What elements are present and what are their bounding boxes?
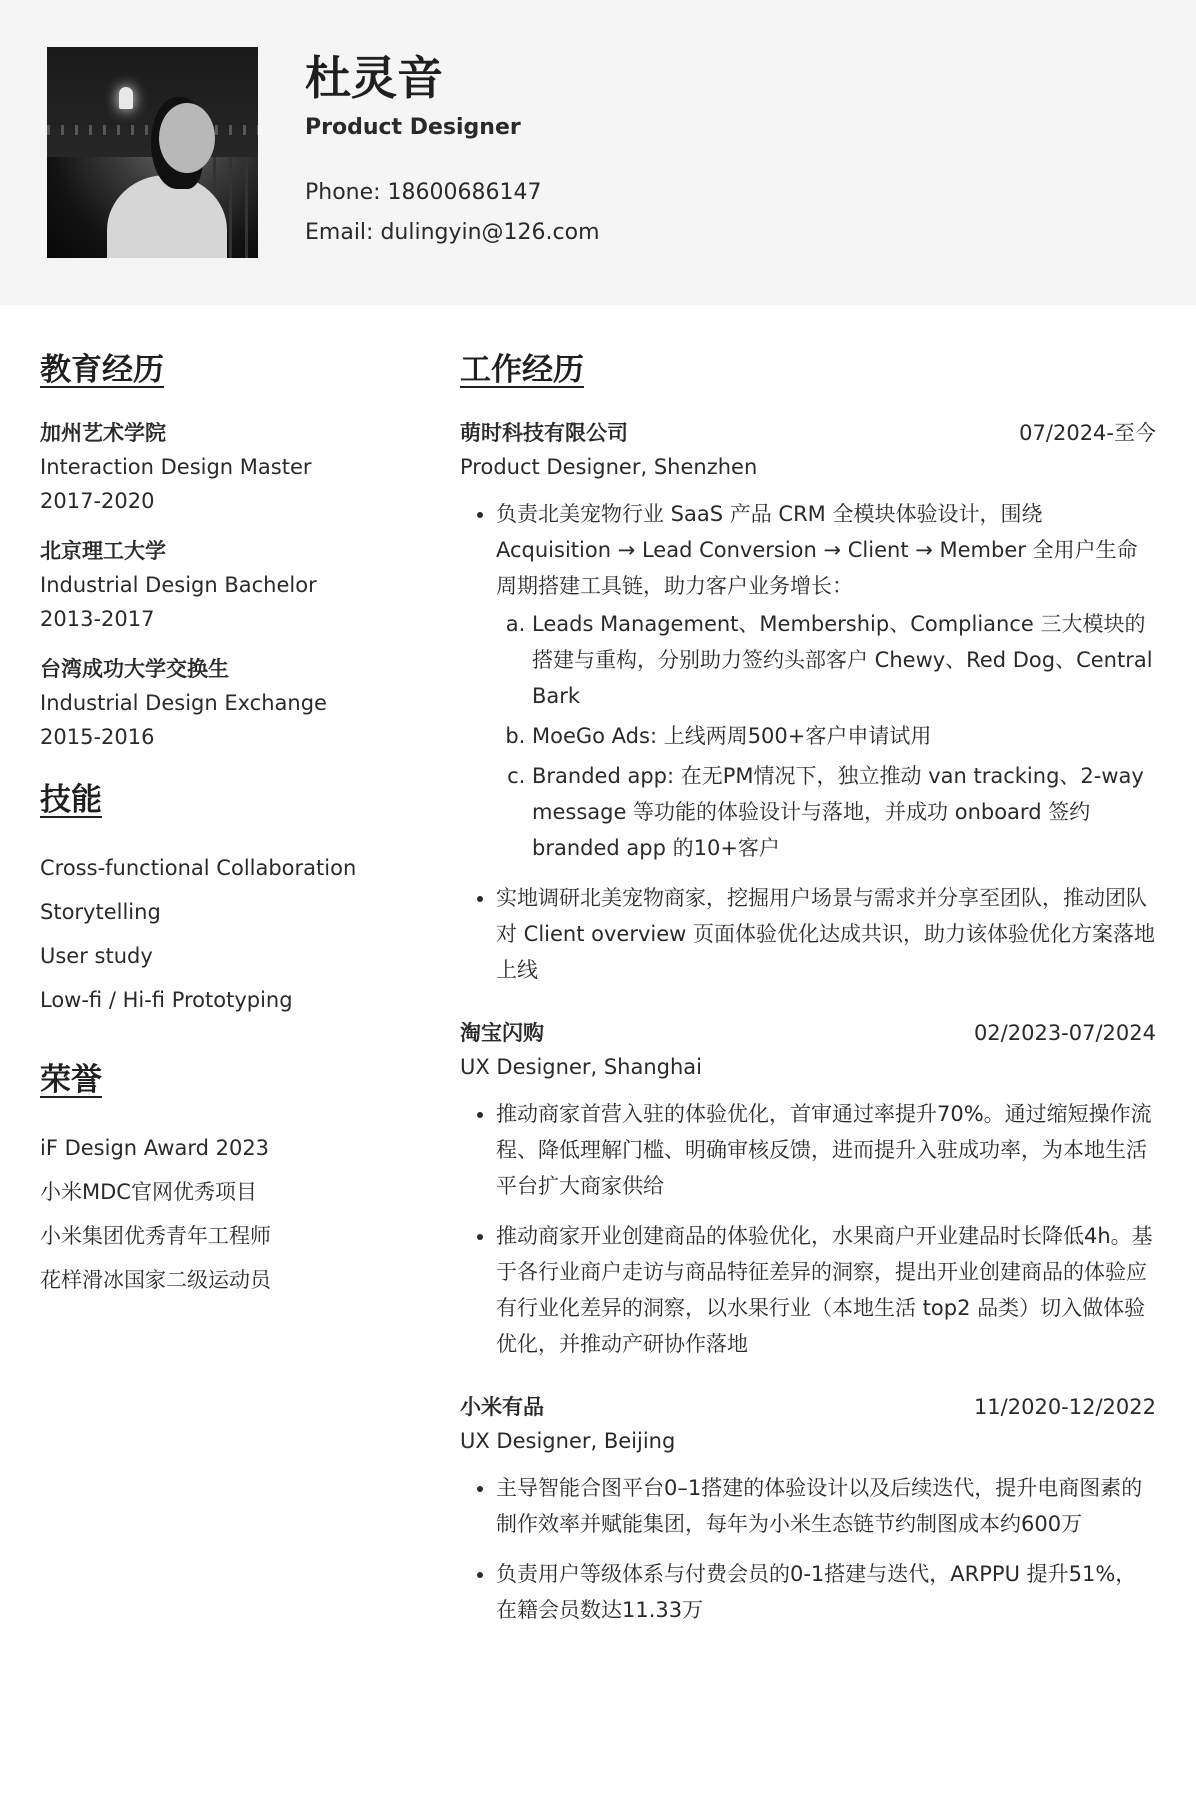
school-name: 台湾成功大学交换生 <box>40 657 229 681</box>
job-entry <box>460 416 1156 988</box>
education-item <box>40 534 400 636</box>
degree: Industrial Design Bachelor <box>40 573 317 597</box>
email-text: Email: dulingyin@126.com <box>305 220 600 245</box>
skills-list <box>40 846 400 1022</box>
education-item <box>40 652 400 754</box>
bullet-text: 负责北美宠物行业 SaaS 产品 CRM 全模块体验设计，围绕 Acquisition → Lead Conversion → Client → Member 全用户生命周期搭建工具链，助力客户业务增长： <box>496 502 1138 598</box>
degree: Interaction Design Master <box>40 455 312 479</box>
bullet-item: • 负责用户等级体系与付费会员的0-1搭建与迭代，ARPPU 提升51%，在籍会员数达11.33万 <box>496 1556 1156 1628</box>
sub-bullet-item: b. MoeGo Ads: 上线两周500+客户申请试用 <box>532 718 1156 754</box>
bullet-item: • 推动商家首营入驻的体验优化，首审通过率提升70%。通过缩短操作流程、降低理解门槛、明确审核反馈，进而提升入驻成功率，为本地生活平台扩大商家供给 <box>496 1096 1156 1204</box>
profile-photo <box>47 47 258 258</box>
sub-bullet-item: c. Branded app: 在无PM情况下，独立推动 van tracking、2-way message 等功能的体验设计与落地，并成功 onboard 签约 branded app 的10+客户 <box>532 758 1156 866</box>
education-heading: 教育经历 <box>40 352 164 388</box>
honor-item: 小米集团优秀青年工程师 <box>40 1224 271 1248</box>
years: 2013-2017 <box>40 607 155 631</box>
job-dates: 07/2024-至今 <box>1019 421 1156 445</box>
candidate-title: Product Designer <box>305 115 521 140</box>
job-bullets <box>460 1096 1156 1362</box>
school-name: 加州艺术学院 <box>40 421 166 445</box>
years: 2015-2016 <box>40 725 155 749</box>
company-name: 小米有品 <box>460 1395 544 1419</box>
job-dates: 02/2023-07/2024 <box>973 1021 1156 1045</box>
job-bullets <box>460 1470 1156 1628</box>
skills-heading: 技能 <box>40 782 102 818</box>
education-section <box>40 350 400 754</box>
phone-text: Phone: 18600686147 <box>305 180 542 205</box>
bullet-item: • 推动商家开业创建商品的体验优化，水果商户开业建品时长降低4h。基于各行业商户走访与商品特征差异的洞察，提出开业创建商品的体验应有行业化差异的洞察，以水果行业（本地生活 top2 品类）切入做体验优化，并推动产研协作落地 <box>496 1218 1156 1362</box>
honor-item: iF Design Award 2023 <box>40 1136 270 1160</box>
skill-item: Low-fi / Hi-fi Prototyping <box>40 988 293 1012</box>
job-dates: 11/2020-12/2022 <box>973 1395 1156 1419</box>
skill-item: User study <box>40 944 153 968</box>
job-role: UX Designer, Shanghai <box>460 1055 703 1079</box>
skill-item: Storytelling <box>40 900 161 924</box>
honors-heading: 荣誉 <box>40 1062 102 1098</box>
bullet-item <box>496 496 1156 866</box>
company-name: 淘宝闪购 <box>460 1021 544 1045</box>
skills-section <box>40 780 400 1022</box>
job-role: Product Designer, Shenzhen <box>460 455 758 479</box>
resume-header <box>0 0 1196 305</box>
job-entry <box>460 1016 1156 1362</box>
candidate-name: 杜灵音 <box>305 51 443 105</box>
honor-item: 花样滑冰国家二级运动员 <box>40 1268 271 1292</box>
sub-bullets <box>496 606 1156 866</box>
company-name: 萌时科技有限公司 <box>460 421 628 445</box>
sub-bullet-item: a. Leads Management、Membership、Compliance 三大模块的搭建与重构，分别助力签约头部客户 Chewy、Red Dog、Central Bark <box>532 606 1156 714</box>
years: 2017-2020 <box>40 489 155 513</box>
education-item <box>40 416 400 518</box>
job-role: UX Designer, Beijing <box>460 1429 676 1453</box>
bullet-item: • 实地调研北美宠物商家，挖掘用户场景与需求并分享至团队，推动团队对 Client overview 页面体验优化达成共识，助力该体验优化方案落地上线 <box>496 880 1156 988</box>
right-column <box>460 350 1156 1656</box>
job-entry <box>460 1390 1156 1628</box>
honors-section <box>40 1060 400 1302</box>
job-bullets <box>460 496 1156 988</box>
work-heading: 工作经历 <box>460 352 584 388</box>
bullet-item: • 主导智能合图平台0–1搭建的体验设计以及后续迭代，提升电商图素的制作效率并赋能集团，每年为小米生态链节约制图成本约600万 <box>496 1470 1156 1542</box>
left-column <box>40 350 400 1302</box>
honors-list <box>40 1126 400 1302</box>
honor-item: 小米MDC官网优秀项目 <box>40 1180 257 1204</box>
school-name: 北京理工大学 <box>40 539 166 563</box>
skill-item: Cross-functional Collaboration <box>40 856 357 880</box>
degree: Industrial Design Exchange <box>40 691 327 715</box>
